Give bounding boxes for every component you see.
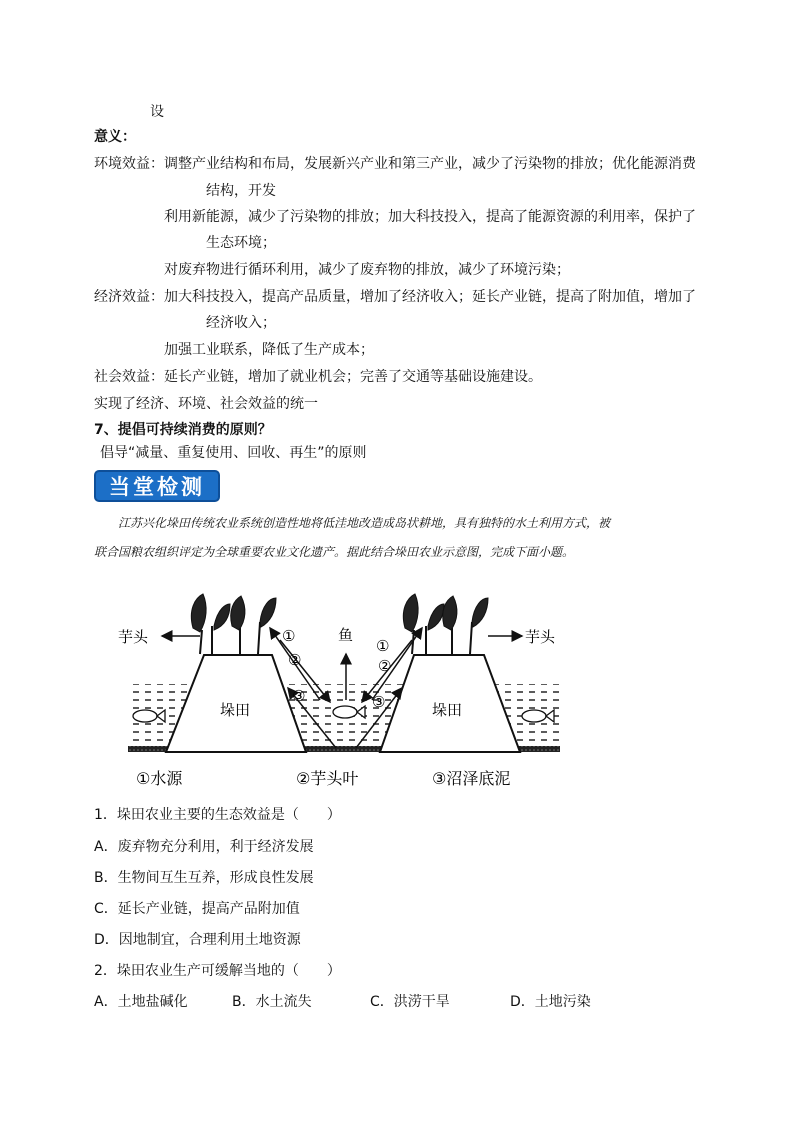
question-2-option-a: A．土地盐碱化: [94, 994, 188, 1010]
circle-label-1-left: ①: [282, 627, 296, 645]
econ-benefit-1a: 加大科技投入，提高产品质量，增加了经济收入；延长产业链，提高了附加值，增加了: [164, 289, 696, 305]
intro-line-2: 联合国粮农组织评定为全球重要农业文化遗产。据此结合垛田农业示意图，完成下面小题。: [94, 545, 575, 559]
circle-label-2-right: ②: [378, 657, 392, 675]
question-2-option-d: D．土地污染: [510, 994, 591, 1010]
env-benefit-label: 环境效益：: [94, 156, 164, 172]
label-field-right: 垛田: [432, 701, 463, 719]
social-benefit: 社会效益：延长产业链，增加了就业机会；完善了交通等基础设施建设。: [94, 369, 542, 385]
question-1-option-a: A．废弃物充分利用，利于经济发展: [94, 839, 314, 855]
taro-plant-left: [191, 594, 276, 654]
question-1-option-d: D．因地制宜，合理利用土地资源: [94, 932, 301, 948]
econ-benefit-1b: 经济收入；: [206, 315, 276, 331]
practice-banner-label: 当堂检测: [109, 475, 205, 499]
intro-line-1: 江苏兴化垛田传统农业系统创造性地将低洼地改造成岛状耕地，具有独特的水土利用方式，被: [118, 516, 611, 530]
econ-benefit-2: 加强工业联系，降低了生产成本；: [164, 342, 374, 358]
significance-heading: 意义：: [94, 129, 136, 145]
env-benefit-3: 对废弃物进行循环利用，减少了废弃物的排放，减少了环境污染；: [164, 262, 570, 278]
legend-taro-leaf: ②芋头叶: [296, 769, 359, 788]
label-fish: 鱼: [338, 626, 354, 644]
circle-label-1-right: ①: [376, 637, 390, 655]
question-1-option-b: B．生物间互生互养，形成良性发展: [94, 870, 314, 886]
question-7: 7、提倡可持续消费的原则？: [94, 422, 272, 438]
question-2-option-c: C．洪涝干旱: [370, 994, 450, 1010]
econ-benefit-label: 经济效益：: [94, 289, 164, 305]
circle-label-3-left: ③: [292, 687, 306, 705]
legend-marsh-mud: ③沼泽底泥: [432, 769, 511, 788]
unity-statement: 实现了经济、环境、社会效益的统一: [94, 396, 318, 412]
circle-label-2-left: ②: [288, 651, 302, 669]
env-benefit-2b: 生态环境；: [206, 235, 276, 251]
label-taro-left: 芋头: [118, 628, 149, 646]
label-taro-right: 芋头: [525, 628, 556, 646]
question-2-stem: 2．垛田农业生产可缓解当地的（ ）: [94, 963, 341, 979]
env-benefit-1b: 结构，开发: [206, 183, 276, 199]
question-1-option-c: C．延长产业链，提高产品附加值: [94, 901, 300, 917]
question-1-stem: 1．垛田农业主要的生态效益是（ ）: [94, 807, 341, 823]
env-benefit-1a: 调整产业结构和布局，发展新兴产业和第三产业，减少了污染物的排放；优化能源消费: [164, 156, 696, 172]
question-7-answer: 倡导“减量、重复使用、回收、再生”的原则: [100, 445, 367, 461]
question-2-option-b: B．水土流失: [232, 994, 312, 1010]
continued-text: 设: [150, 104, 164, 120]
label-field-left: 垛田: [220, 701, 251, 719]
env-benefit-2a: 利用新能源，减少了污染物的排放；加大科技投入，提高了能源资源的利用率，保护了: [164, 209, 696, 225]
legend-water-source: ①水源: [136, 769, 183, 788]
taro-plant-right: [403, 594, 488, 654]
circle-label-3-right: ③: [372, 693, 386, 711]
